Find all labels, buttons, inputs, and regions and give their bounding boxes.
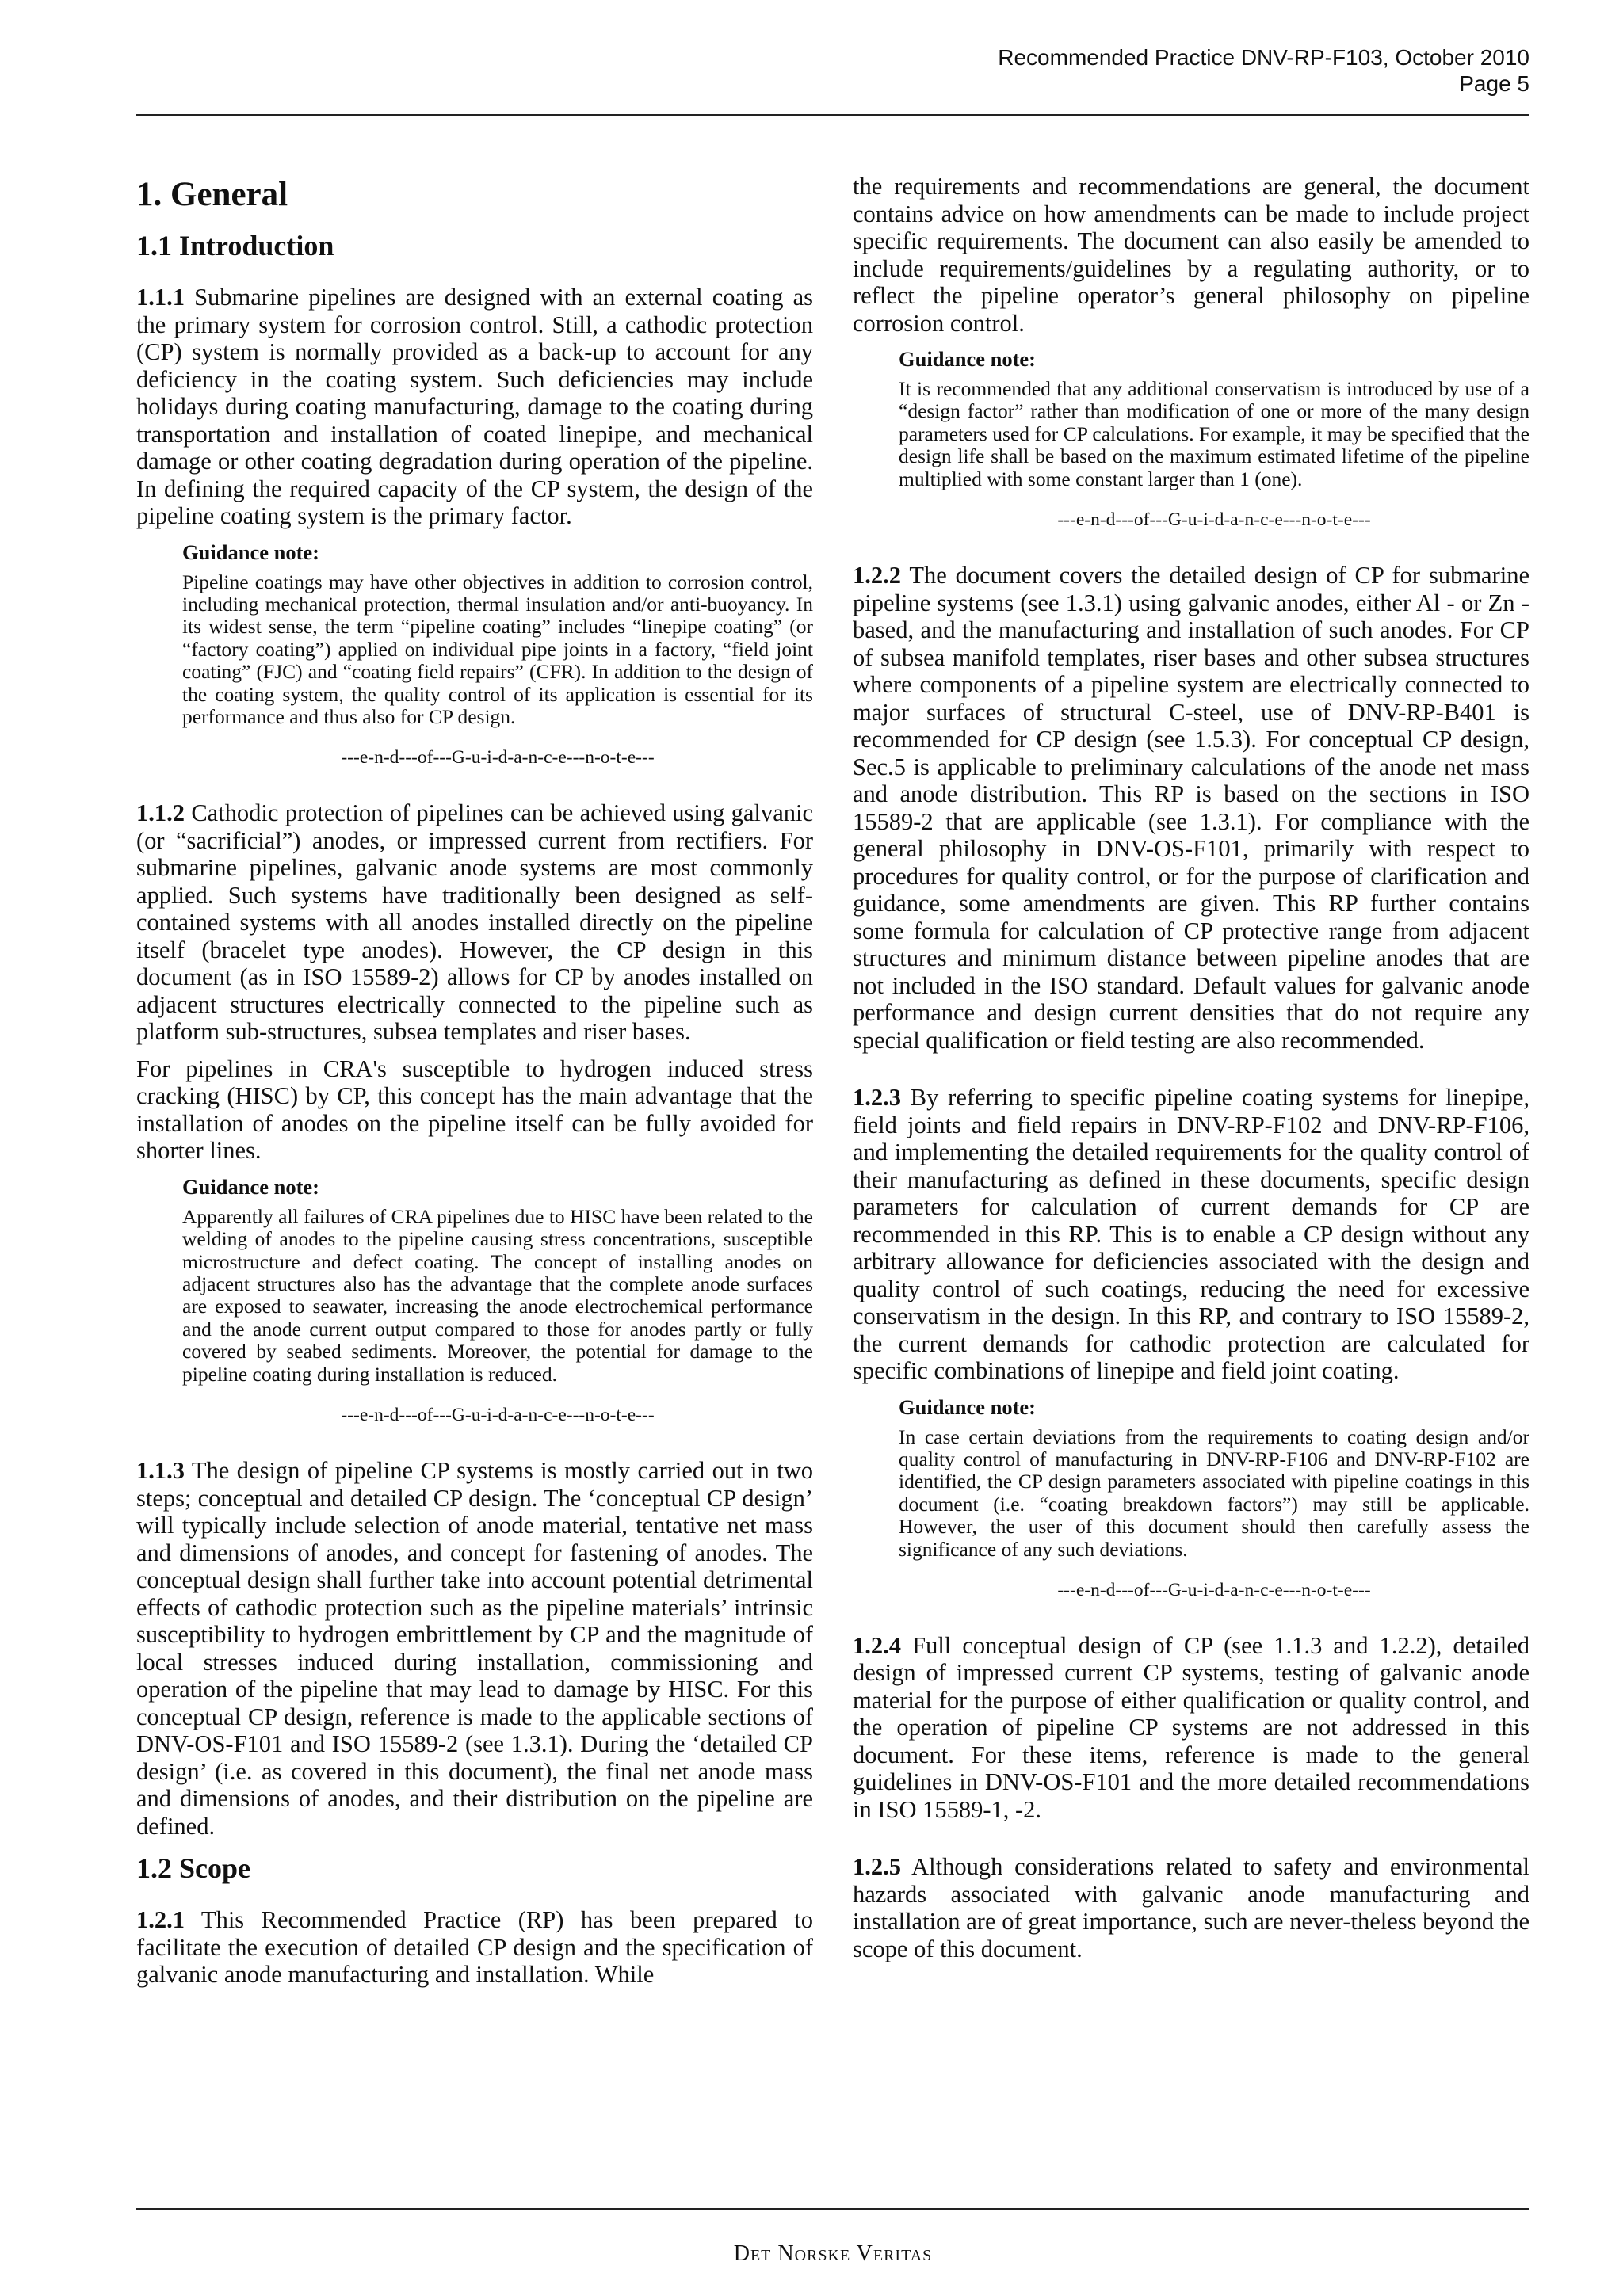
header-page-number: Page 5 [1459, 71, 1529, 96]
header-document-title: Recommended Practice DNV-RP-F103, October 2010 [998, 45, 1529, 70]
paragraph-number: 1.2.4 [853, 1631, 901, 1659]
guidance-note-title: Guidance note: [182, 1174, 319, 1199]
paragraph-text: Submarine pipelines are designed with an external coating as the primary system for corrosion control. Still, a cathodic protection (CP) system is normally provided as a back-up to account for any deficiency in the coating system. Such deficiencies may include holidays during coating manufacturing, damage to the coating during transportation and installation of coated linepipe, and mechanical damage or other coating degradation during operation of the pipeline. In defining the required capacity of the CP system, the design of the pipeline coating system is the primary factor. [136, 284, 813, 529]
paragraph-text: The design of pipeline CP systems is mostly carried out in two steps; conceptual and detailed CP design. The ‘conceptual CP design’ will typically include selection of anode material, tentative net mass and dimensions of anodes, and concept for fastening of anodes. The conceptual design shall further take into account potential detrimental effects of cathodic protection such as the pipeline materials’ intrinsic susceptibility to hydrogen embrittlement by CP and the magnitude of local stresses induced during installation, commissioning and operation of the pipeline that may lead to damage by HISC. For this conceptual CP design, reference is made to the applicable sections of DNV-OS-F101 and ISO 15589-2 (see 1.3.1). During the ‘detailed CP design’ (i.e. as covered in this document), the final net anode mass and dimensions of anodes, and their distribution on the pipeline are defined. [136, 1457, 813, 1840]
paragraph-1-2-2 [853, 562, 1529, 1054]
left-column [136, 168, 813, 2180]
paragraph-1-2-1 [136, 1906, 813, 1989]
guidance-note [182, 1174, 813, 1427]
paragraph-1-2-5 [853, 1853, 1529, 1962]
guidance-note-end: ---e-n-d---of---G-u-i-d-a-n-c-e---n-o-t-e--- [1057, 509, 1371, 531]
chapter-heading: 1. General [136, 176, 288, 213]
guidance-note [182, 540, 813, 770]
paragraph-1-1-2-continued: For pipelines in CRA's susceptible to hydrogen induced stress cracking (HISC) by CP, this concept has the main advantage that the installation of anodes on the pipeline itself can be fully avoided for shorter lines. [136, 1055, 813, 1165]
paragraph-number: 1.1.2 [136, 799, 185, 827]
paragraph-number: 1.1.1 [136, 284, 185, 311]
paragraph-text: By referring to specific pipeline coating systems for linepipe, field joints and field repairs in DNV-RP-F102 and DNV-RP-F106, and implementing the detailed requirements for the quality control of their manufacturing as defined in these documents, specific design parameters for calculation of current demands for CP are recommended in this RP. This is to enable a CP design without any arbitrary allowance for deficiencies associated with the design and quality control of such coatings, reducing the need for excessive conservatism in the design. In this RP, and contrary to ISO 15589-2, the current demands for cathodic protection are calculated for specific combinations of linepipe and field joint coating. [853, 1084, 1529, 1385]
paragraph-1-1-2 [136, 799, 813, 1046]
guidance-note-end: ---e-n-d---of---G-u-i-d-a-n-c-e---n-o-t-e--- [1057, 1579, 1371, 1600]
page-header [136, 44, 1529, 116]
guidance-note-body: Apparently all failures of CRA pipelines due to HISC have been related to the welding of anodes to the pipeline causing stress concentrations, susceptible microstructure and defect coating. The concept of installing anodes on adjacent structures also has the advantage that the complete anode surfaces are exposed to seawater, increasing the anode electrochemical performance and the anode current output compared to those for anodes partly or fully covered by seabed sediments. Moreover, the potential for damage to the pipeline coating during installation is reduced. [182, 1204, 813, 1386]
guidance-note-end: ---e-n-d---of---G-u-i-d-a-n-c-e---n-o-t-e--- [341, 747, 655, 769]
paragraph-1-1-3 [136, 1457, 813, 1840]
paragraph-text: This Recommended Practice (RP) has been prepared to facilitate the execution of detailed CP design and the specification of galvanic anode manufacturing and installation. While [136, 1906, 813, 1989]
guidance-note-body: It is recommended that any additional conservatism is introduced by use of a “design factor” rather than modification of one or more of the many design parameters used for CP calculations. For example, it may be specified that the design life shall be based on the maximum estimated lifetime of the pipeline multiplied with some constant larger than 1 (one). [899, 377, 1529, 490]
guidance-note-title: Guidance note: [899, 1394, 1036, 1419]
paragraph-1-2-4 [853, 1632, 1529, 1824]
guidance-note-body: In case certain deviations from the requirements to coating design and/or quality control of manufacturing in DNV-RP-F106 and DNV-RP-F102 are identified, the CP design parameters associated with pipeline coatings in this document (i.e. “coating breakdown factors”) may still be applicable. However, the user of this document should then carefully assess the significance of any such deviations. [899, 1425, 1529, 1561]
paragraph-text: Cathodic protection of pipelines can be achieved using galvanic (or “sacrificial”) anodes, or impressed current from rectifiers. For submarine pipelines, galvanic anode systems are most commonly applied. Such systems have traditionally been designed as self-contained systems with all anodes installed directly on the pipeline itself (bracelet type anodes). However, the CP design in this document (as in ISO 15589-2) allows for CP by anodes installed on adjacent structures electrically connected to the pipeline such as platform sub-structures, subsea templates and riser bases. [136, 799, 813, 1046]
paragraph-number: 1.2.3 [853, 1084, 901, 1112]
guidance-note [899, 346, 1529, 532]
guidance-note-title: Guidance note: [899, 347, 1036, 371]
paragraph-1-2-3 [853, 1084, 1529, 1385]
paragraph-text: Full conceptual design of CP (see 1.1.3 and 1.2.2), detailed design of impressed current CP systems, testing of galvanic anode material for the purpose of either qualification or quality control, and the operation of pipeline CP systems are not addressed in this document. For these items, reference is made to the general guidelines in DNV-OS-F101 and the more detailed recommendations in ISO 15589-1, -2. [853, 1631, 1529, 1823]
guidance-note-body: Pipeline coatings may have other objectives in addition to corrosion control, including mechanical protection, thermal insulation and/or anti-buoyancy. In its widest sense, the term “pipeline coating” includes “linepipe coating” (or “factory coating”) applied on individual pipe joints in a factory, “field joint coating” (FJC) and “coating field repairs” (CFR). In addition to the design of the coating system, the quality control of its application is essential for its performance and thus also for CP design. [182, 570, 813, 728]
paragraph-text: Although considerations related to safety and environmental hazards associated with galvanic anode manufacturing and installation are of great importance, such are never-theless beyond the scope of this document. [853, 1853, 1529, 1962]
paragraph-number: 1.2.2 [853, 562, 901, 589]
paragraph-number: 1.1.3 [136, 1457, 185, 1485]
page-footer [136, 2208, 1529, 2267]
guidance-note-end: ---e-n-d---of---G-u-i-d-a-n-c-e---n-o-t-e--- [341, 1405, 655, 1426]
footer-publisher: Det Norske Veritas [733, 2241, 933, 2266]
paragraph-1-1-1 [136, 284, 813, 530]
paragraph-text: The document covers the detailed design of CP for submarine pipeline systems (see 1.3.1) using galvanic anodes, either Al - or Zn -based, and the manufacturing and installation of such anodes. For CP of subsea manifold templates, riser bases and other subsea structures where components of a pipeline system are electrically connected to major surfaces of structural C-steel, use of DNV-RP-B401 is recommended for CP design (see 1.5.3). For conceptual CP design, Sec.5 is applicable to preliminary calculations of the anode net mass and anode distribution. This RP is based on the sections in ISO 15589-2 that are applicable (see 1.3.1). For compliance with the general philosophy in DNV-OS-F101, primarily with respect to procedures for quality control, or for the purpose of clarification and guidance, some amendments are given. This RP further contains some formula for calculation of CP protective range from adjacent structures and minimum distance between pipeline anodes that are not included in the ISO standard. Default values for galvanic anode performance and design current densities that do not require any special qualification or field testing are also recommended. [853, 562, 1529, 1054]
paragraph-number: 1.2.1 [136, 1906, 185, 1934]
guidance-note-title: Guidance note: [182, 540, 319, 564]
paragraph-number: 1.2.5 [853, 1853, 901, 1881]
section-heading-scope: 1.2 Scope [136, 1852, 250, 1885]
paragraph-1-2-1-continued: the requirements and recommendations are general, the document contains advice on how amendments can be made to include project specific requirements. The document can also easily be amended to include requirements/guidelines by a regulating authority, or to reflect the pipeline operator’s general philosophy on pipeline corrosion control. [853, 173, 1529, 337]
section-heading-introduction: 1.1 Introduction [136, 230, 334, 261]
guidance-note [899, 1394, 1529, 1602]
right-column [853, 173, 1529, 2185]
